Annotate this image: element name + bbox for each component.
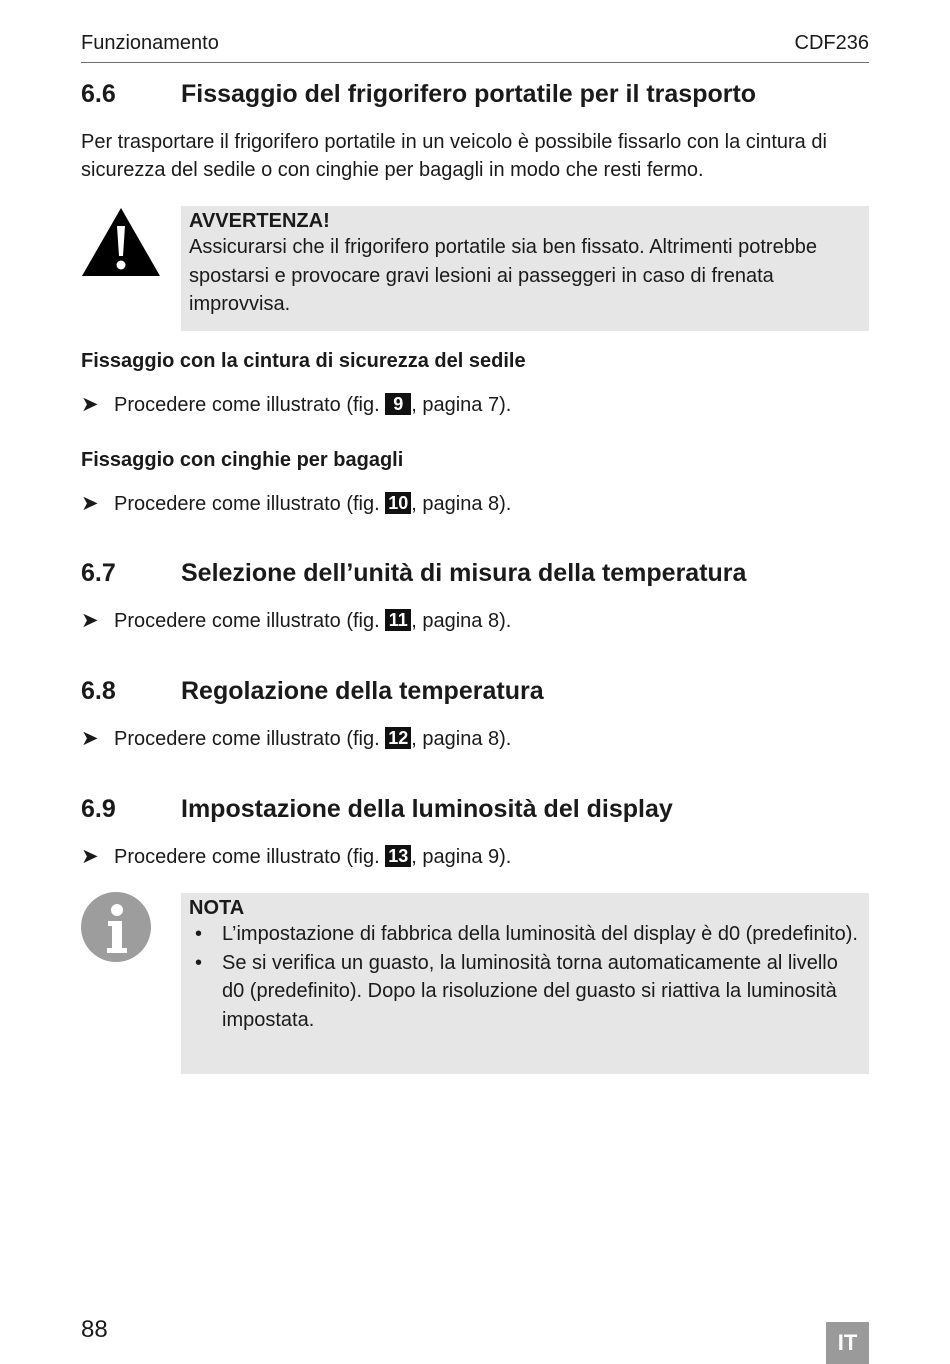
arrow-icon: ➤ (81, 393, 99, 416)
section-heading-6-9 (81, 795, 673, 824)
section-intro: Per trasportare il frigorifero portatile in un veicolo è possibile fissarlo con la cintura di sicurezza del sedile o con cinghie per bagagli in modo che resti fermo. (81, 131, 827, 181)
subheading-straps: Fissaggio con cinghie per bagagli (81, 449, 404, 471)
warning-box (181, 206, 869, 331)
step-display-brightness: ➤ Procedere come illustrato (fig. 13 , pagina 9). (81, 843, 511, 871)
section-title: Impostazione della luminosità del display (181, 795, 673, 823)
figure-ref: 11 (385, 609, 411, 631)
language-tab: IT (826, 1322, 869, 1364)
warning-triangle-icon (81, 206, 161, 278)
warning-title: AVVERTENZA! (189, 210, 330, 232)
step-temp-unit: ➤ Procedere come illustrato (fig. 11 , pagina 8). (81, 607, 511, 635)
page-number: 88 (81, 1316, 108, 1343)
section-title: Fissaggio del frigorifero portatile per il trasporto (181, 80, 757, 108)
section-heading-6-6 (81, 80, 756, 109)
list-item: • L’impostazione di fabbrica della luminosità del display è d0 (predefinito). (189, 920, 861, 949)
bullet-icon: • (195, 951, 203, 974)
section-heading-6-7 (81, 559, 746, 588)
header-model: CDF236 (794, 32, 869, 54)
section-title: Selezione dell’unità di misura della temperatura (181, 559, 747, 587)
figure-ref: 12 (385, 727, 411, 749)
subheading-seatbelt: Fissaggio con la cintura di sicurezza del sedile (81, 350, 526, 372)
note-title: NOTA (189, 897, 245, 919)
step-temp-adjust: ➤ Procedere come illustrato (fig. 12 , pagina 8). (81, 725, 511, 753)
list-item: • Se si verifica un guasto, la luminosità torna automaticamente al livello d0 (predefinito). Dopo la risoluzione del guasto si riattiva la luminosità impostata. (189, 949, 861, 1035)
step-seatbelt: ➤ Procedere come illustrato (fig. 9 , pagina 7). (81, 391, 511, 419)
info-circle-icon (81, 892, 151, 962)
arrow-icon: ➤ (81, 845, 99, 868)
arrow-icon: ➤ (81, 609, 99, 632)
figure-ref: 13 (385, 845, 411, 867)
arrow-icon: ➤ (81, 727, 99, 750)
figure-ref: 9 (385, 393, 411, 415)
section-number: 6.7 (81, 559, 116, 587)
header-chapter: Funzionamento (81, 32, 219, 54)
section-heading-6-8 (81, 677, 544, 706)
step-straps: ➤ Procedere come illustrato (fig. 10 , pagina 8). (81, 490, 511, 518)
section-number: 6.8 (81, 677, 116, 705)
arrow-icon: ➤ (81, 492, 99, 515)
bullet-icon: • (195, 923, 203, 945)
section-number: 6.6 (81, 80, 116, 108)
section-number: 6.9 (81, 795, 116, 823)
warning-text: Assicurarsi che il frigorifero portatile sia ben fissato. Altrimenti potrebbe spostarsi e provocare gravi lesioni ai passeggeri in caso di frenata improvvisa. (189, 236, 818, 315)
section-title: Regolazione della temperatura (181, 677, 544, 705)
figure-ref: 10 (385, 492, 411, 514)
note-box (181, 893, 869, 1074)
running-header (81, 32, 869, 63)
note-list (189, 920, 861, 1034)
